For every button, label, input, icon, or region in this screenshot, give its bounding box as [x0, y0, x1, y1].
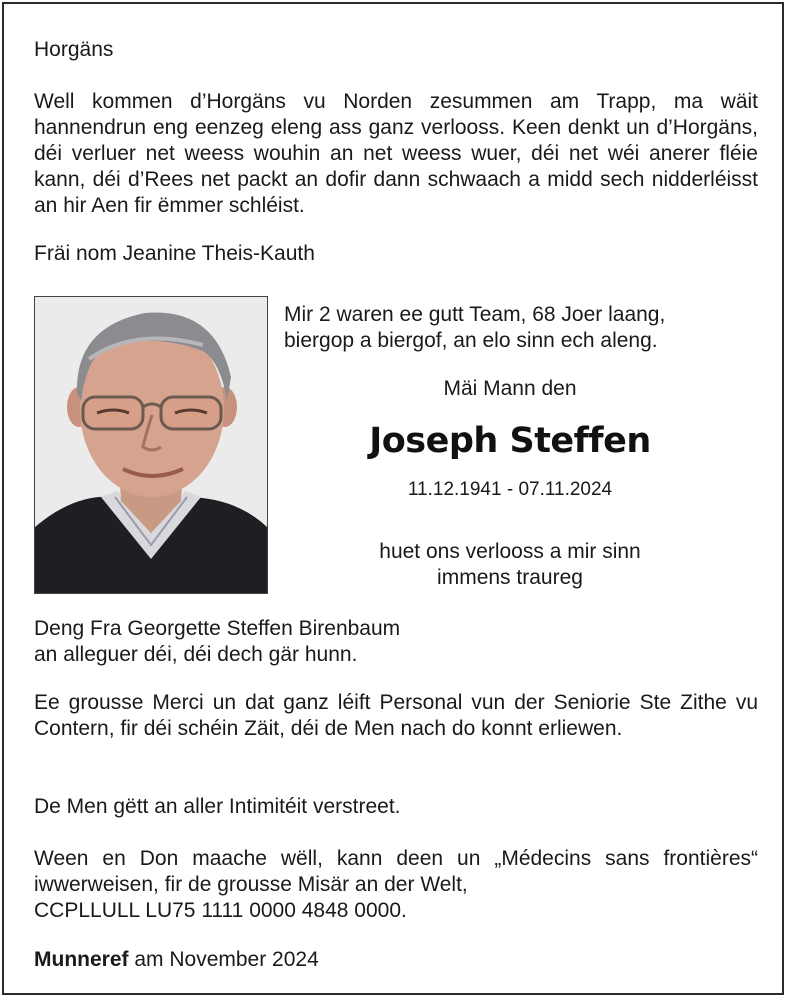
privacy-note: De Men gëtt an aller Intimitéit verstreet.: [34, 795, 401, 818]
family-line-2: an alleguer déi, déi dech gär hunn.: [34, 643, 358, 666]
donation-text: Ween en Don maache wëll, kann deen un „Médecins sans frontières“ iwwerweisen, fir de grousse Misär an der Welt,: [34, 847, 758, 896]
donation-iban: CCPLLULL LU75 1111 0000 4848 0000.: [34, 899, 407, 922]
poem-title: Horgäns: [34, 38, 114, 61]
thanks-text: Ee grousse Merci un dat ganz léift Personal vun der Seniorie Ste Zithe vu Contern, fir déi schéin Zäit, déi de Men nach do konnt erliewen.: [34, 691, 758, 740]
closing-line-1: huet ons verlooss a mir sinn: [379, 540, 641, 563]
footer-signature: [34, 947, 319, 973]
intro-line: Mäi Mann den: [443, 377, 577, 400]
family-line-1: Deng Fra Georgette Steffen Birenbaum: [34, 617, 401, 640]
footer-place: Munneref: [34, 948, 129, 971]
life-dates: 11.12.1941 - 07.11.2024: [407, 479, 613, 500]
tribute-line-1: Mir 2 waren ee gutt Team, 68 Joer laang,: [284, 303, 666, 326]
footer-date: am November 2024: [134, 948, 319, 971]
poem-text: Well kommen d’Horgäns vu Norden zesummen am Trapp, ma wäit hannendrun eng eenzeg eleng ass ganz verlooss. Keen denkt un d’Horgäns, déi verluer net weess wouhin an net weess wuer, déi net wéi anerer fléie kann, déi d’Rees net packt an dofir dann schwaach a midd sech nidderléisst an hir Aen fir ëmmer schléist.: [34, 90, 758, 217]
portrait-photo: [34, 296, 268, 594]
deceased-name: Joseph Steffen: [369, 421, 651, 461]
closing-line-2: immens traureg: [437, 566, 583, 589]
tribute-line-2: biergop a biergof, an elo sinn ech aleng.: [284, 329, 658, 352]
poem-author: Fräi nom Jeanine Theis-Kauth: [34, 242, 315, 265]
